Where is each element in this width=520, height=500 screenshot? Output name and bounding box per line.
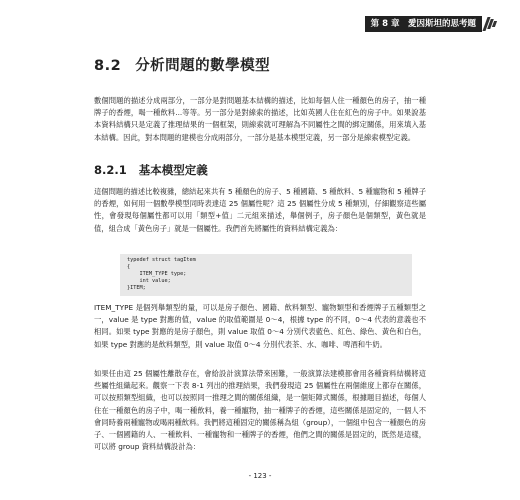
section-title [94,54,270,75]
section-title-text: 分析問題的數學模型 [135,58,271,74]
header-ornament-icon [485,16,496,32]
running-header [365,16,496,32]
subsection-title [94,162,208,178]
page-number: - 123 - [248,472,272,480]
paragraph-group: 如果任由這 25 個屬性離散存在，會給設計演算法帶來困難，一般演算法建模都會用各種資料結構將這些屬性組織起來。觀察一下表 8-1 列出的推理結果，我們發現這 25 個屬性在兩個維度上都存在關係，可以按照類型組織，也可以按照同一推理之間的關係組織，是一個矩陣式關係，根據題目描述，每個人住在一種顏色的房子中，喝一種飲料，養一種寵物，抽一種牌子的香煙，這些關係是固定的，一個人不會同時養兩種寵物或喝兩種飲料。我們將這種固定的關係稱為組（group），一個組中包含一種顏色的房子、一個國籍的人、一種飲料、一種寵物和一種牌子的香煙，他們之間的關係是固定的，既然是這樣，可以將 group 資料結構設計為： [94,369,426,452]
paragraph-model: 這個問題的描述比較複雜，總結起來共有 5 種顏色的房子、5 種國籍、5 種飲料、5 種寵物和 5 種牌子的香煙，如何用一個數學模型同時表達這 25 個屬性呢？這 25 個屬性分成 5 種類別，仔細觀察這些屬性，會發現每個屬性都可以用「類型+值」二元組來描述，舉個例子，房子顏色是個類型，黃色就是值，組合成「黃色房子」就是一個屬性。我們首先將屬性的資料結構定義為： [94,187,426,233]
subsection-number: 8.2.1 [94,163,127,177]
chapter-label: 第 8 章 愛因斯坦的思考題 [365,16,482,32]
subsection-title-text: 基本模型定義 [138,163,208,177]
section-number: 8.2 [94,58,122,74]
paragraph-intro: 數個問題的描述分成兩部分，一部分是對問題基本結構的描述，比如每個人住一種顏色的房子，抽一種牌子的香煙，喝一種飲料...等等。另一部分是對線索的描述，比如英國人住在紅色的房子中。如果說基本資料結構只是定義了推理結果的一個框架，則線索就可理解為不同屬性之間的綁定關係，用來填入基本結構。因此，對本問題的建模也分成兩部分，一部分是基本模型定義，另一部分是線索模型定義。 [94,96,426,142]
code-block: typedef struct tagItem { ITEM_TYPE type; int value; }ITEM; [120,254,412,296]
paragraph-item-type: ITEM_TYPE 是個列舉類型的量，可以是房子顏色、國籍、飲料類型、寵物類型和香煙牌子五種類型之一，value 是 type 對應的值，value 的取值範圍是 0～4，根據 type 的不同，0～4 代表的意義也不相同。如果 type 對應的是房子顏色，則 value 取值 0～4 分別代表藍色、紅色、綠色、黃色和白色，如果 type 對應的是飲料類型，則 value 取值 0～4 分別代表茶、水、咖啡、啤酒和牛奶。 [94,303,426,349]
